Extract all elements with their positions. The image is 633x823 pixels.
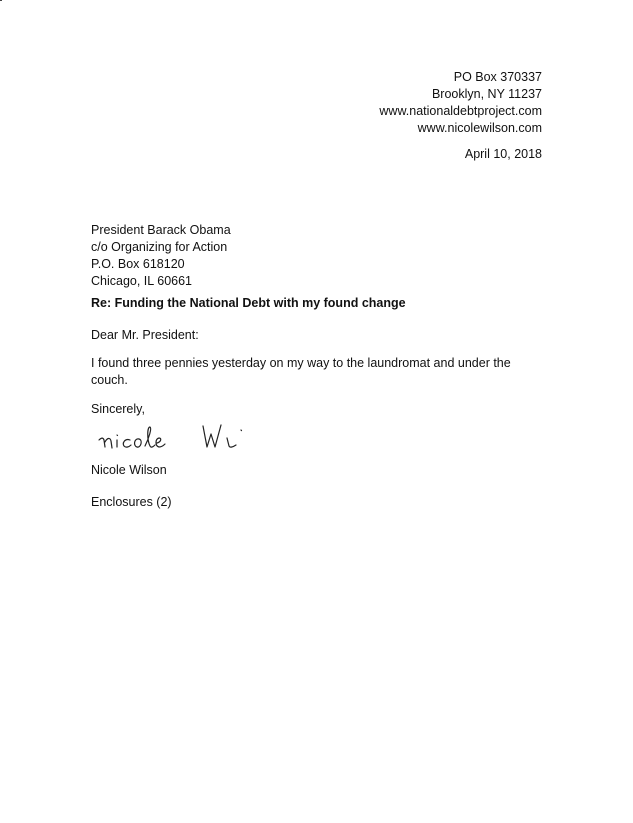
recipient-organization: c/o Organizing for Action <box>91 240 228 254</box>
sender-po-box: PO Box 370337 <box>453 70 542 84</box>
subject-line: Re: Funding the National Debt with my found change <box>91 296 406 310</box>
sender-website-1: www.nationaldebtproject.com <box>379 104 542 118</box>
recipient-city-state: Chicago, IL 60661 <box>91 274 193 288</box>
scan-corner-mark <box>0 0 2 1</box>
letter-date: April 10, 2018 <box>464 147 542 161</box>
handwritten-signature <box>95 418 255 458</box>
signer-name: Nicole Wilson <box>91 463 167 477</box>
letter-body: I found three pennies yesterday on my way to the laundromat and under the couch. <box>91 356 511 387</box>
recipient-name: President Barack Obama <box>91 223 231 237</box>
sender-address-block <box>379 69 542 137</box>
closing: Sincerely, <box>91 402 145 416</box>
sender-city-state: Brooklyn, NY 11237 <box>431 87 542 101</box>
salutation: Dear Mr. President: <box>91 328 199 342</box>
sender-website-2: www.nicolewilson.com <box>417 121 542 135</box>
recipient-po-box: P.O. Box 618120 <box>91 257 185 271</box>
recipient-address-block <box>91 222 231 290</box>
enclosures-note: Enclosures (2) <box>91 495 172 509</box>
